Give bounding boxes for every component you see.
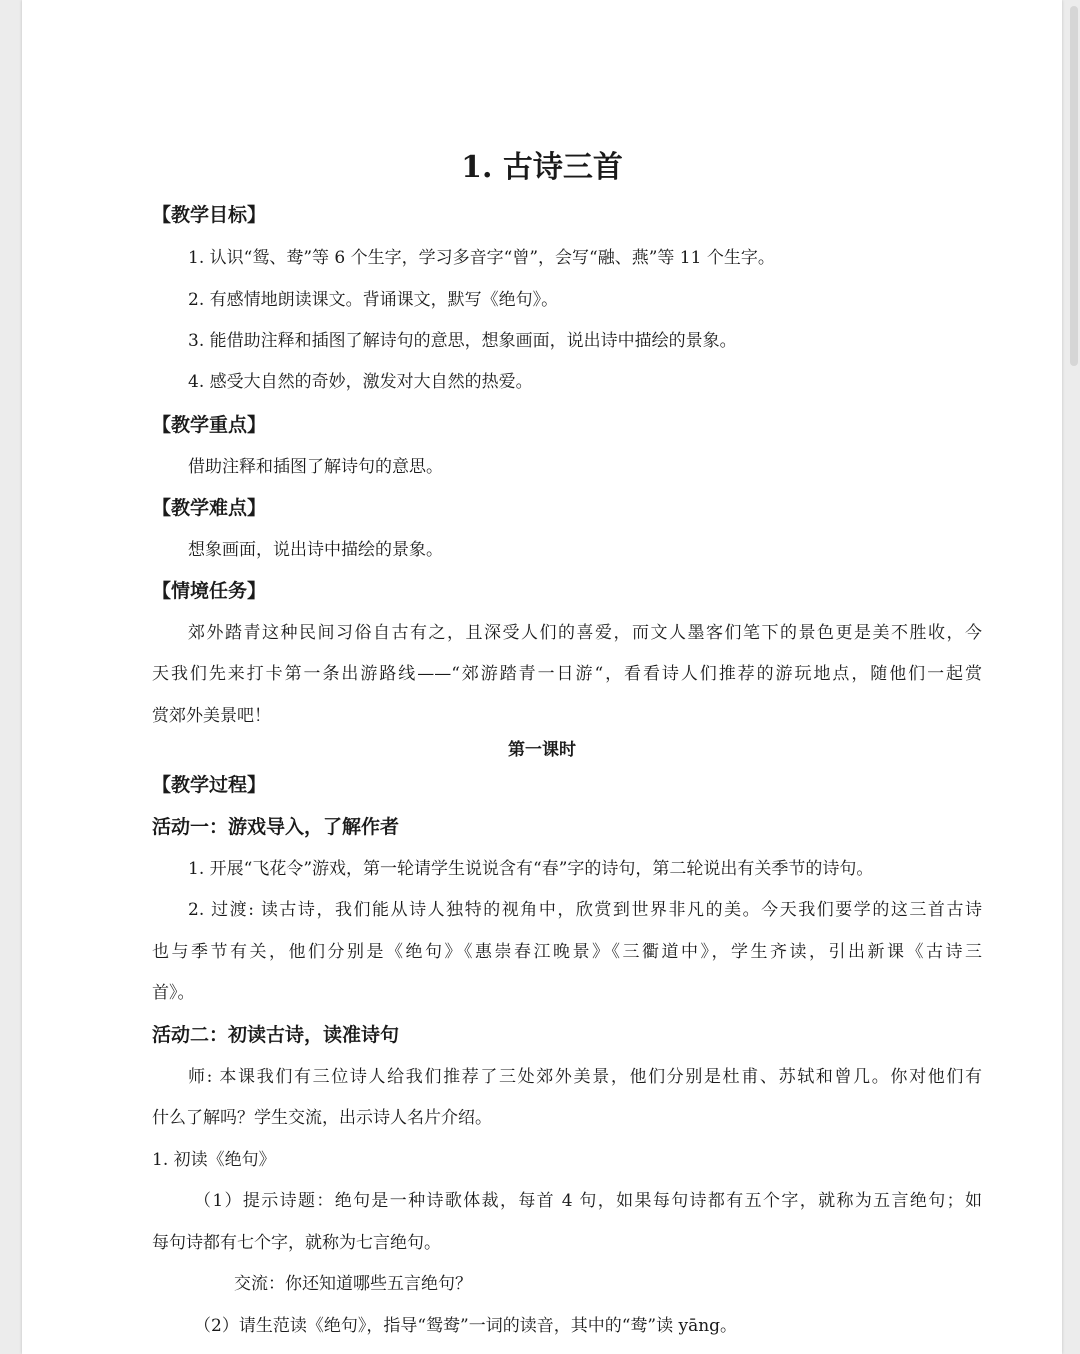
- activity1-heading: 活动一：游戏导入，了解作者: [152, 816, 400, 838]
- objective-item: 1. 认识“鸳、鸯”等 6 个生字，学习多音字“曾”，会写“融、燕”等 11 个生字。: [188, 248, 775, 268]
- activity1-line: 也与季节有关，他们分别是《绝句》《惠崇春江晚景》《三衢道中》，学生齐读，引出新课《古诗三: [152, 942, 982, 962]
- lesson-label: 第一课时: [508, 740, 576, 760]
- activity2-line: 1. 初读《绝句》: [152, 1150, 276, 1170]
- activity2-line: 什么了解吗？学生交流，出示诗人名片介绍。: [152, 1108, 492, 1128]
- difficulty-heading: 【教学难点】: [152, 497, 267, 519]
- objective-item: 3. 能借助注释和插图了解诗句的意思，想象画面，说出诗中描绘的景象。: [188, 331, 737, 351]
- objective-item: 4. 感受大自然的奇妙，激发对大自然的热爱。: [188, 372, 533, 392]
- scenario-paragraph-line: 天我们先来打卡第一条出游路线——“郊游踏青一日游“，看看诗人们推荐的游玩地点，随他们一起赏: [152, 664, 982, 684]
- scenario-paragraph-line: 郊外踏青这种民间习俗自古有之，且深受人们的喜爱，而文人墨客们笔下的景色更是美不胜收，今: [188, 623, 982, 643]
- scenario-heading: 【情境任务】: [152, 580, 267, 602]
- activity2-heading: 活动二：初读古诗，读准诗句: [152, 1024, 400, 1046]
- keypoint-text: 借助注释和插图了解诗句的意思。: [188, 457, 443, 477]
- activity1-line: 2. 过渡: 读古诗，我们能从诗人独特的视角中，欣赏到世界非凡的美。今天我们要学的这三首古诗: [188, 900, 982, 920]
- objective-item: 2. 有感情地朗读课文。背诵课文，默写《绝句》。: [188, 290, 559, 310]
- vertical-scrollbar[interactable]: [1070, 6, 1078, 366]
- objectives-heading: 【教学目标】: [152, 204, 267, 226]
- activity2-line: 每句诗都有七个字，就称为七言绝句。: [152, 1233, 441, 1253]
- activity2-line: （1）提示诗题：绝句是一种诗歌体裁，每首 4 句，如果每句诗都有五个字，就称为五言绝句；如: [194, 1191, 982, 1211]
- keypoint-heading: 【教学重点】: [152, 414, 267, 436]
- document-title: 1. 古诗三首: [461, 150, 623, 185]
- activity1-line: 1. 开展“飞花令”游戏，第一轮请学生说说含有“春”字的诗句，第二轮说出有关季节的诗句。: [188, 859, 874, 879]
- activity2-line: 师: 本课我们有三位诗人给我们推荐了三处郊外美景，他们分别是杜甫、苏轼和曾几。你对他们有: [188, 1067, 982, 1087]
- activity2-line: （2）请生范读《绝句》，指导“鸳鸯”一词的读音，其中的“鸯”读 yāng。: [194, 1316, 738, 1336]
- scenario-paragraph-line: 赏郊外美景吧！: [152, 706, 271, 726]
- activity1-line: 首》。: [152, 983, 195, 1003]
- activity2-line: 交流：你还知道哪些五言绝句？: [234, 1274, 472, 1294]
- process-heading: 【教学过程】: [152, 774, 267, 796]
- difficulty-text: 想象画面，说出诗中描绘的景象。: [188, 540, 443, 560]
- document-page: [22, 0, 1062, 1354]
